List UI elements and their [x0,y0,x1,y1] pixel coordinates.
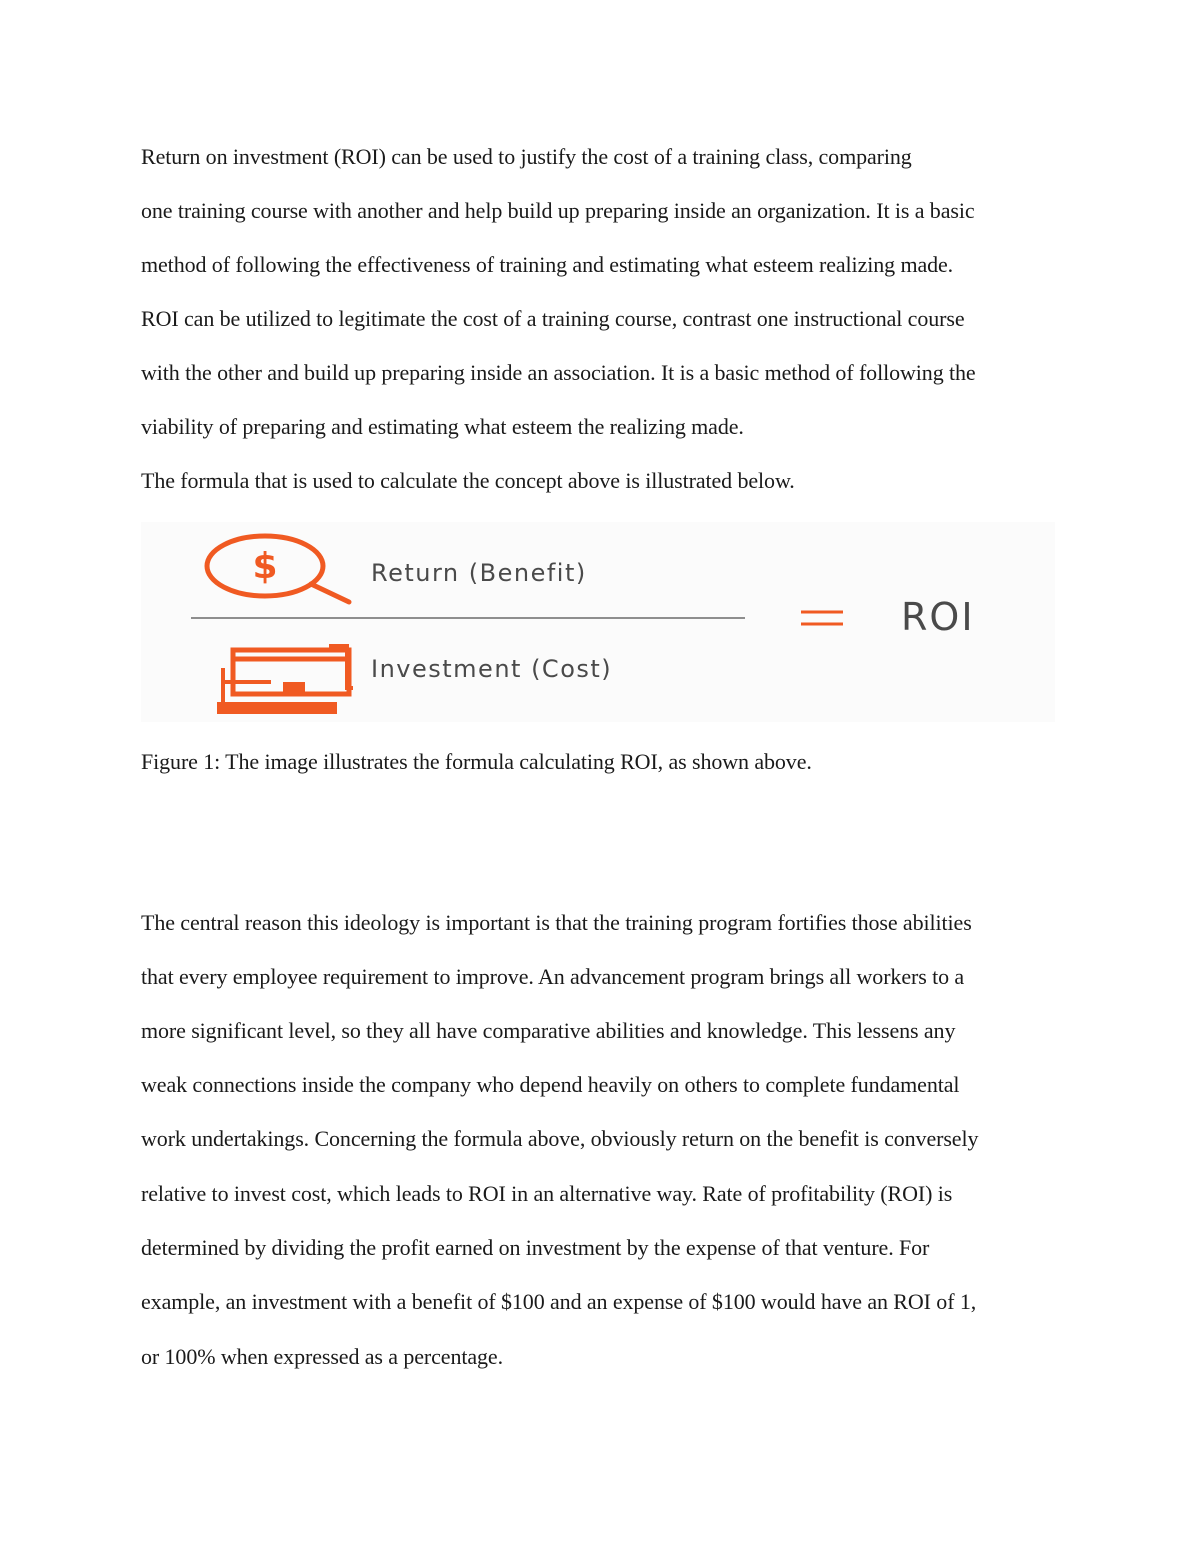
paragraph-1-line-2: one training course with another and help build up preparing inside an organization. It is a basic [141,198,975,223]
dollar-search-icon [207,536,349,602]
paragraph-1-line-6: viability of preparing and estimating what esteem the realizing made. [141,414,744,439]
paragraph-1-line-1: Return on investment (ROI) can be used to justify the cost of a training class, comparing [141,144,912,169]
formula-denominator: Investment (Cost) [371,655,613,683]
paragraph-2-line-8: example, an investment with a benefit of $100 and an expense of $100 would have an ROI of 1, [141,1289,977,1314]
paragraph-2-line-4: weak connections inside the company who depend heavily on others to complete fundamental [141,1072,960,1097]
paragraph-1-line-4: ROI can be utilized to legitimate the cost of a training course, contrast one instructional course [141,306,965,331]
paragraph-2-line-5: work undertakings. Concerning the formula above, obviously return on the benefit is conversely [141,1126,979,1151]
formula-intro: The formula that is used to calculate the concept above is illustrated below. [141,468,795,493]
paragraph-2-line-9: or 100% when expressed as a percentage. [141,1344,504,1369]
paragraph-2-line-2: that every employee requirement to improve. An advancement program brings all workers to a [141,964,965,989]
formula-result: ROI [901,595,975,639]
dollar-symbol: $ [252,546,278,587]
roi-formula-figure [141,522,1055,722]
paragraph-2-line-3: more significant level, so they all have comparative abilities and knowledge. This lessens any [141,1018,956,1043]
credit-card-icon [217,646,353,708]
formula-numerator: Return (Benefit) [371,559,587,587]
paragraph-2-line-6: relative to invest cost, which leads to ROI in an alternative way. Rate of profitability (ROI) is [141,1181,953,1206]
paragraph-1-line-3: method of following the effectiveness of training and estimating what esteem realizing made. [141,252,954,277]
paragraph-1-line-5: with the other and build up preparing inside an association. It is a basic method of following the [141,360,976,385]
paragraph-2-line-1: The central reason this ideology is important is that the training program fortifies those abilities [141,910,972,935]
figure-caption: Figure 1: The image illustrates the formula calculating ROI, as shown above. [141,749,812,774]
roi-formula-svg [141,522,1055,722]
equals-sign [801,612,843,624]
paragraph-2-line-7: determined by dividing the profit earned on investment by the expense of that venture. For [141,1235,930,1260]
